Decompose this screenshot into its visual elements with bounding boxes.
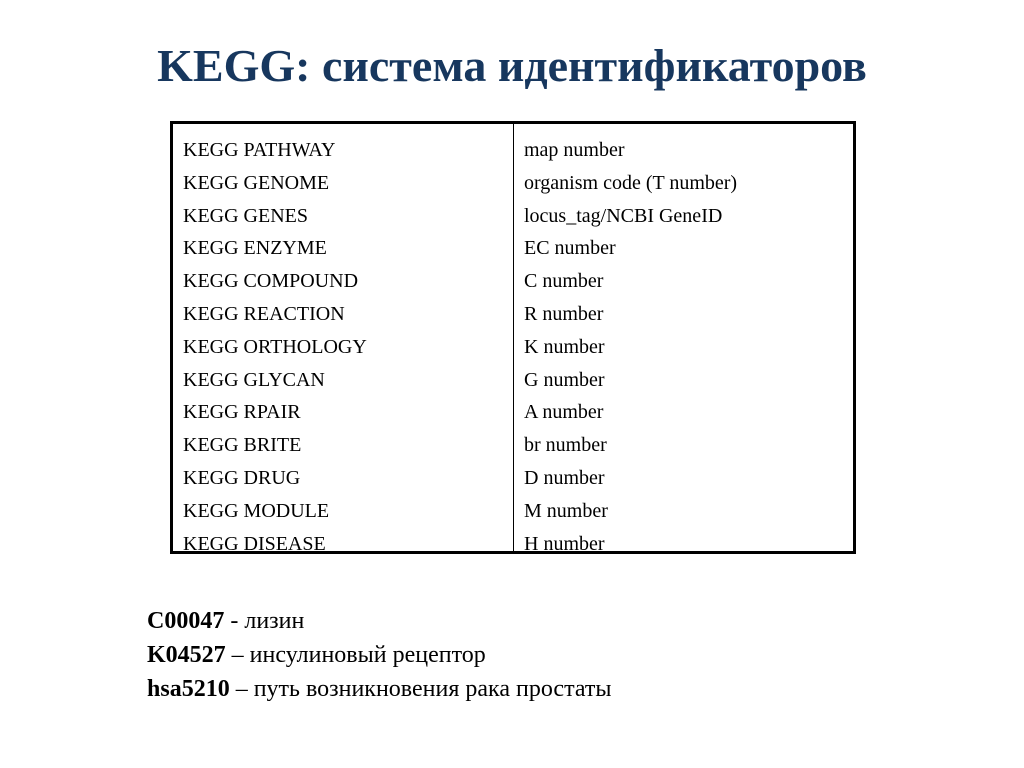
example-item: [147, 638, 612, 672]
identifier-column: [514, 124, 853, 555]
identifier-cell: locus_tag/NCBI GeneID: [524, 204, 723, 227]
identifier-cell: D number: [524, 466, 605, 489]
identifier-cell: K number: [524, 335, 605, 358]
identifier-cell: G number: [524, 368, 605, 391]
database-column: [173, 124, 514, 555]
database-cell: KEGG DISEASE: [183, 532, 326, 555]
database-cell: KEGG BRITE: [183, 434, 302, 457]
example-code: K04527: [147, 642, 226, 668]
example-code: hsa5210: [147, 676, 230, 702]
database-cell: KEGG GENOME: [183, 171, 330, 194]
identifier-cell: EC number: [524, 237, 616, 260]
identifier-cell: R number: [524, 302, 604, 325]
database-cell: KEGG COMPOUND: [183, 270, 359, 293]
database-cell: KEGG DRUG: [183, 466, 301, 489]
database-cell: KEGG ENZYME: [183, 237, 327, 260]
database-cell: KEGG GENES: [183, 204, 308, 227]
identifier-cell: organism code (T number): [524, 171, 738, 194]
database-cell: KEGG ORTHOLOGY: [183, 335, 367, 358]
example-description: - лизин: [224, 608, 305, 634]
database-cell: KEGG REACTION: [183, 302, 345, 325]
example-item: [147, 604, 612, 638]
identifier-cell: M number: [524, 499, 608, 522]
example-description: – инсулиновый рецептор: [225, 642, 486, 668]
identifier-cell: A number: [524, 401, 604, 424]
database-cell: KEGG MODULE: [183, 499, 330, 522]
examples-list: [147, 604, 612, 706]
slide-title: KEGG: система идентификаторов: [157, 40, 867, 91]
identifier-table: [170, 121, 856, 554]
identifier-cell: map number: [524, 139, 625, 161]
example-description: – путь возникновения рака простаты: [229, 676, 612, 702]
example-code: C00047: [147, 608, 225, 634]
database-cell: KEGG PATHWAY: [183, 139, 336, 161]
database-cell: KEGG GLYCAN: [183, 368, 325, 391]
identifier-cell: C number: [524, 270, 604, 293]
identifier-cell: H number: [524, 532, 605, 555]
identifier-cell: br number: [524, 434, 607, 457]
database-cell: KEGG RPAIR: [183, 401, 301, 424]
example-item: [147, 672, 612, 706]
